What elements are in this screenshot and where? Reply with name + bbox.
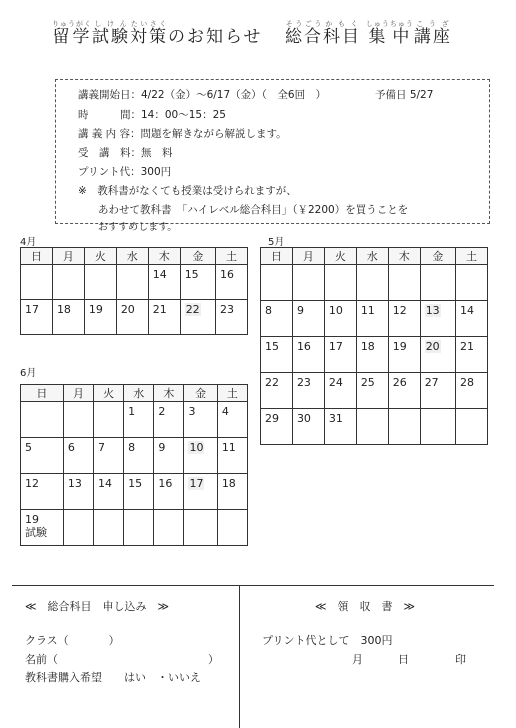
calendar-day-cell [154, 474, 184, 510]
weekday-header [261, 248, 488, 265]
calendar-day-cell [184, 474, 217, 510]
calendar-day-cell [217, 402, 247, 438]
day-number: 14 [459, 304, 474, 317]
weekday-5: 金 [420, 248, 455, 265]
calendar-day-cell [292, 265, 324, 301]
calendar-day-cell [217, 510, 247, 546]
info-note-3: おすすめします。 [98, 222, 178, 233]
weekday-2: 火 [94, 385, 124, 402]
calendar-day-cell [215, 265, 247, 300]
day-number: 17 [189, 477, 204, 490]
day-number: 27 [424, 376, 439, 389]
day-number: 28 [459, 376, 474, 389]
day-number: 19 [25, 513, 39, 526]
calendar-day-cell [124, 438, 154, 474]
day-number: 2 [158, 405, 166, 418]
calendar-day-cell [63, 474, 93, 510]
day-number: 24 [328, 376, 343, 389]
day-number: 9 [158, 441, 166, 454]
calendar-day-cell [455, 301, 487, 337]
day-number: 4 [221, 405, 229, 418]
info-fee [78, 144, 173, 163]
receipt-seal: 印 [455, 653, 466, 666]
day-number: 19 [392, 340, 407, 353]
day-number: 14 [98, 477, 113, 490]
fee-value: 無 料 [141, 147, 173, 159]
info-content [78, 125, 287, 144]
calendar-day-cell [148, 300, 180, 335]
calendar-day-cell [356, 409, 388, 445]
weekday-6: 土 [215, 248, 247, 265]
day-number: 12 [392, 304, 407, 317]
calendar-day-cell [420, 265, 455, 301]
calendar-day-cell [420, 409, 455, 445]
application-heading: ≪ 総合科目 申し込み ≫ [25, 600, 170, 613]
info-note-2: あわせて教科書 「ハイレベル総合科目」（￥2200）を買うことを [98, 204, 409, 216]
day-number: 15 [184, 268, 199, 281]
calendar-day-cell [217, 438, 247, 474]
calendar-day-cell [217, 474, 247, 510]
title-ruby-2: 試験しけん [92, 20, 130, 47]
calendar-week-row [21, 438, 248, 474]
day-number: 20 [425, 340, 440, 353]
calendar-day-cell [356, 265, 388, 301]
calendar-day-cell [154, 402, 184, 438]
day-number: 31 [328, 412, 343, 425]
calendar-day-cell [21, 438, 64, 474]
weekday-2: 火 [84, 248, 116, 265]
day-number: 22 [185, 303, 200, 316]
calendar-day-cell [124, 510, 154, 546]
title-ruby-4: 総合そうごう [285, 20, 323, 47]
calendar-day-cell [356, 337, 388, 373]
title-ruby-3: 対策たいさく [130, 20, 168, 47]
day-number: 26 [392, 376, 407, 389]
calendar-day-cell [21, 300, 53, 335]
weekday-1: 月 [52, 248, 84, 265]
day-number: 14 [152, 268, 167, 281]
calendar-week-row [261, 337, 488, 373]
day-number: 6 [67, 441, 75, 454]
weekday-0: 日 [261, 248, 293, 265]
title-ruby-5: 科目かもく [323, 20, 361, 47]
calendar-day-cell [324, 301, 356, 337]
day-number: 8 [265, 304, 272, 317]
calendar-day-cell [124, 402, 154, 438]
calendar-week-row [261, 265, 488, 301]
day-number: 5 [25, 441, 32, 454]
day-number: 11 [221, 441, 236, 454]
calendar-day-cell [388, 373, 420, 409]
calendar-day-cell [455, 265, 487, 301]
calendar-day-cell [154, 438, 184, 474]
calendar-day-cell [21, 474, 64, 510]
day-number: 10 [328, 304, 343, 317]
month-label-june: 6月 [20, 368, 37, 379]
calendar-april [20, 247, 248, 335]
day-number: 16 [296, 340, 311, 353]
weekday-header [21, 248, 248, 265]
calendar-week-row [261, 301, 488, 337]
calendar-week-row [21, 474, 248, 510]
info-time [78, 106, 226, 125]
exam-note: 試験 [25, 526, 47, 539]
calendar-day-cell [261, 265, 293, 301]
calendar-week-row [21, 300, 248, 335]
calendar-week-row [21, 265, 248, 300]
calendar-day-cell [324, 373, 356, 409]
start-value: 4/22（金）〜6/17（金）（ 全6回 ） [141, 89, 327, 101]
start-label: 講義開始日： [78, 89, 141, 101]
calendar-day-cell [455, 337, 487, 373]
day-number: 17 [328, 340, 343, 353]
calendar-day-cell [63, 510, 93, 546]
course-info-box [55, 79, 490, 233]
weekday-6: 土 [455, 248, 487, 265]
weekday-4: 木 [148, 248, 180, 265]
title-left [52, 20, 263, 47]
purchase-options[interactable]: はい ・いいえ [124, 671, 201, 684]
info-print [78, 163, 171, 182]
day-number: 9 [296, 304, 304, 317]
day-number: 29 [265, 412, 279, 425]
calendar-day-cell [292, 373, 324, 409]
title-right [285, 20, 452, 47]
day-number: 25 [360, 376, 375, 389]
calendar-week-row [261, 409, 488, 445]
calendar-day-cell [63, 402, 93, 438]
day-number: 19 [88, 303, 103, 316]
calendar-day-cell [388, 265, 420, 301]
purchase-field [25, 669, 201, 685]
class-label: クラス（ [25, 634, 69, 647]
day-number: 1 [128, 405, 136, 418]
day-number: 23 [219, 303, 234, 316]
day-number: 17 [25, 303, 39, 316]
day-number: 21 [459, 340, 474, 353]
info-reserve: 予備日 5/27 [375, 89, 434, 101]
calendar-day-cell [388, 301, 420, 337]
calendar-day-cell [388, 337, 420, 373]
class-close: ） [108, 634, 120, 647]
info-note-1: ※ 教科書がなくても授業は受けられますが、 [78, 185, 297, 197]
calendar-day-cell [261, 409, 293, 445]
day-number: 12 [25, 477, 39, 490]
day-number: 10 [189, 441, 204, 454]
day-number: 3 [188, 405, 196, 418]
calendar-day-cell [84, 300, 116, 335]
calendar-day-cell [52, 265, 84, 300]
time-label: 時 間： [78, 109, 141, 121]
class-field [25, 632, 120, 648]
name-label: 名前（ [25, 653, 58, 666]
calendar-day-cell [388, 409, 420, 445]
day-number: 7 [98, 441, 106, 454]
calendar-june [20, 384, 248, 546]
month-label-may: 5月 [268, 237, 285, 248]
day-number: 13 [67, 477, 82, 490]
calendar-day-cell [324, 265, 356, 301]
calendar-may [260, 247, 488, 445]
calendar-week-row [21, 402, 248, 438]
calendar-day-cell [94, 474, 124, 510]
calendar-day-cell [184, 510, 217, 546]
receipt-month: 月 [352, 653, 363, 666]
calendar-day-cell [455, 373, 487, 409]
receipt-heading: ≪ 領 収 書 ≫ [315, 600, 416, 613]
title-ruby-1: 留学りゅうがく [52, 20, 92, 47]
weekday-3: 水 [356, 248, 388, 265]
calendar-day-cell [154, 510, 184, 546]
day-number: 13 [425, 304, 440, 317]
calendar-day-cell [52, 300, 84, 335]
weekday-2: 火 [324, 248, 356, 265]
calendar-day-cell [292, 409, 324, 445]
calendar-day-cell [292, 337, 324, 373]
day-number: 8 [128, 441, 136, 454]
day-number: 18 [221, 477, 236, 490]
day-number: 30 [296, 412, 311, 425]
calendar-day-cell [261, 373, 293, 409]
calendar-week-row [261, 373, 488, 409]
time-value: 14：00〜15：25 [141, 109, 226, 121]
calendar-day-cell [84, 265, 116, 300]
content-value: 問題を解きながら解説します。 [140, 128, 287, 140]
weekday-header [21, 385, 248, 402]
weekday-1: 月 [63, 385, 93, 402]
calendar-day-cell [180, 265, 215, 300]
calendar-day-cell [261, 337, 293, 373]
divider-horizontal [12, 585, 494, 586]
calendar-day-cell [184, 402, 217, 438]
content-label: 講 義 内 容： [78, 128, 141, 140]
day-number: 21 [152, 303, 167, 316]
print-label: プリント代： [78, 166, 141, 178]
calendar-day-cell [420, 337, 455, 373]
calendar-day-cell [116, 300, 148, 335]
info-start [78, 86, 326, 105]
weekday-4: 木 [388, 248, 420, 265]
receipt-line: プリント代として 300円 [262, 634, 393, 647]
day-number: 22 [265, 376, 279, 389]
calendar-week-row [21, 510, 248, 546]
weekday-3: 水 [124, 385, 154, 402]
calendar-day-cell [124, 474, 154, 510]
calendar-day-cell [420, 373, 455, 409]
day-number: 16 [158, 477, 173, 490]
purchase-label: 教科書購入希望 [25, 671, 102, 684]
title-ruby-7: 講座こうざ [413, 20, 452, 47]
weekday-5: 金 [184, 385, 217, 402]
weekday-6: 土 [217, 385, 247, 402]
day-number: 11 [360, 304, 375, 317]
title-tail: のお知らせ [168, 27, 263, 47]
calendar-day-cell [455, 409, 487, 445]
calendar-day-cell [94, 438, 124, 474]
fee-label: 受 講 料： [78, 147, 141, 159]
day-number: 20 [120, 303, 135, 316]
calendar-day-cell [324, 409, 356, 445]
divider-vertical [239, 585, 240, 728]
calendar-day-cell [94, 510, 124, 546]
title-ruby-6: 集中しゅうちゅう [365, 20, 414, 47]
day-number: 15 [265, 340, 279, 353]
calendar-day-cell [180, 300, 215, 335]
weekday-0: 日 [21, 385, 64, 402]
name-field [25, 651, 219, 667]
day-number: 16 [219, 268, 234, 281]
calendar-day-cell [356, 373, 388, 409]
weekday-5: 金 [180, 248, 215, 265]
calendar-day-cell [21, 510, 64, 546]
day-number: 18 [56, 303, 71, 316]
weekday-0: 日 [21, 248, 53, 265]
day-number: 15 [128, 477, 143, 490]
calendar-day-cell [292, 301, 324, 337]
day-number: 18 [360, 340, 375, 353]
weekday-3: 水 [116, 248, 148, 265]
calendar-day-cell [148, 265, 180, 300]
calendar-day-cell [420, 301, 455, 337]
calendar-day-cell [21, 265, 53, 300]
calendar-day-cell [261, 301, 293, 337]
weekday-4: 木 [154, 385, 184, 402]
calendar-day-cell [21, 402, 64, 438]
receipt-day: 日 [398, 653, 409, 666]
print-value: 300円 [140, 166, 172, 178]
calendar-day-cell [116, 265, 148, 300]
weekday-1: 月 [292, 248, 324, 265]
month-label-april: 4月 [20, 237, 37, 248]
calendar-day-cell [215, 300, 247, 335]
calendar-day-cell [63, 438, 93, 474]
calendar-day-cell [94, 402, 124, 438]
day-number: 23 [296, 376, 311, 389]
calendar-day-cell [324, 337, 356, 373]
name-close: ） [208, 653, 219, 666]
calendar-day-cell [184, 438, 217, 474]
calendar-day-cell [356, 301, 388, 337]
